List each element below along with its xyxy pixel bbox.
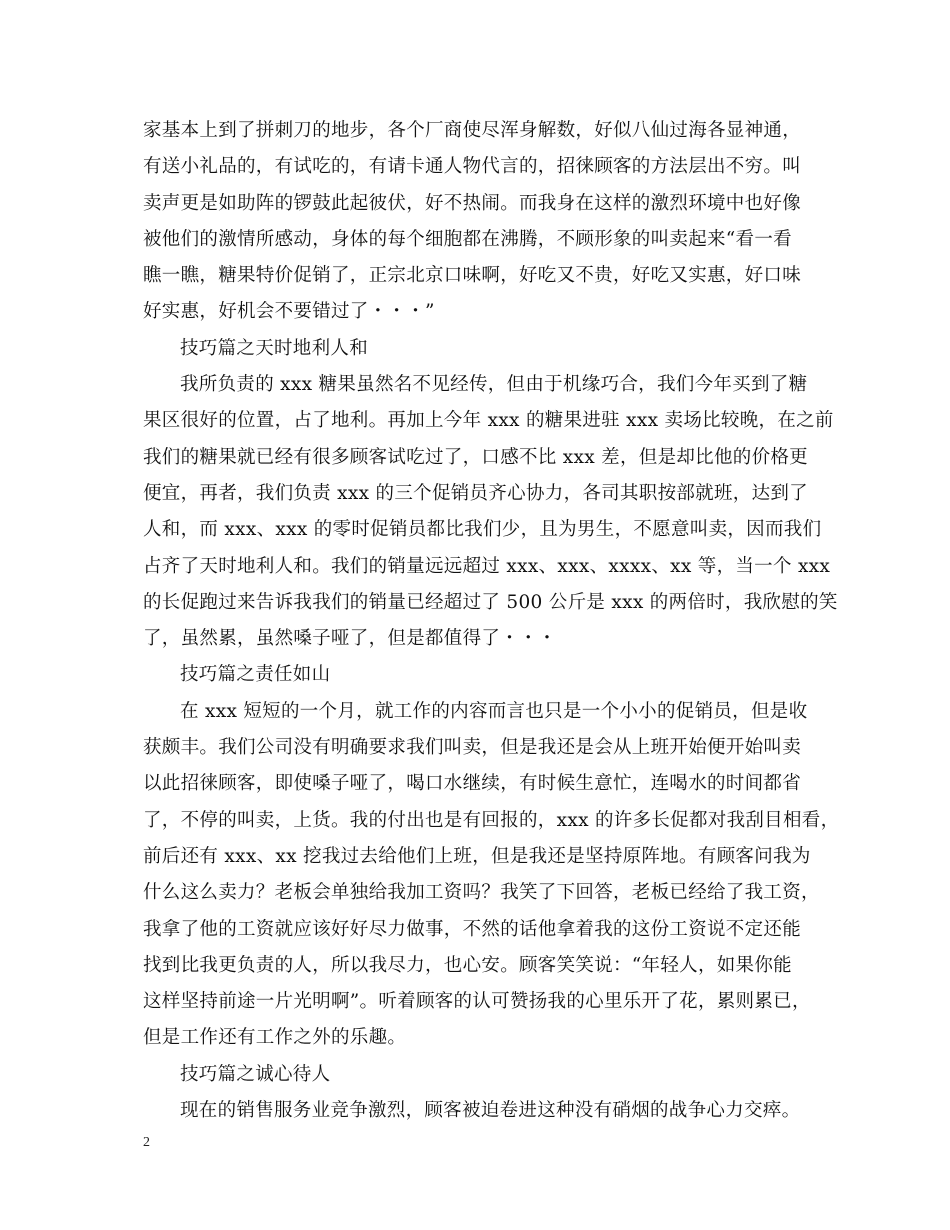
text-line: 家基本上到了拼刺刀的地步，各个厂商使尽浑身解数，好似八仙过海各显神通， [143,120,802,141]
text-line: 获颇丰。我们公司没有明确要求我们叫卖，但是我还是会从上班开始便开始叫卖 [143,737,802,759]
text-line: 人和，而 xxx、xxx 的零时促销员都比我们少，且为男生，不愿意叫卖，因而我们 [143,519,822,541]
text-line: 占齐了天时地利人和。我们的销量远远超过 xxx、xxx、xxxx、xx 等，当一个 xxx [143,555,831,577]
text-line: 果区很好的位置，占了地利。再加上今年 xxx 的糖果进驻 xxx 卖场比较晚，在之前 [143,410,834,432]
text-line: 什么这么卖力？老板会单独给我加工资吗？我笑了下回答，老板已经给了我工资， [143,882,820,904]
text-line: 便宜，再者，我们负责 xxx 的三个促销员齐心协力，各司其职按部就班，达到了 [143,482,808,504]
text-line: 以此招徕顾客，即使嗓子哑了，喝口水继续，有时候生意忙，连喝水的时间都省 [143,773,802,795]
section-heading: 技巧篇之责任如山 [180,664,331,686]
text-line: 但是工作还有工作之外的乐趣。 [143,1027,407,1049]
paragraph-first-line: 现在的销售服务业竞争激烈，顾客被迫卷进这种没有硝烟的战争心力交瘁。 [180,1100,801,1122]
text-line: 这样坚持前途一片光明啊”。听着顾客的认可赞扬我的心里乐开了花，累则累已， [143,991,811,1013]
text-line: 被他们的激情所感动，身体的每个细胞都在沸腾，不顾形象的叫卖起来“看一看 [143,228,792,250]
text-line: 瞧一瞧，糖果特价促销了，正宗北京口味啊，好吃又不贵，好吃又实惠，好口味 [143,265,802,287]
section-heading: 技巧篇之天时地利人和 [180,337,369,359]
paragraph-first-line: 我所负责的 xxx 糖果虽然名不见经传，但由于机缘巧合，我们今年买到了糖 [180,374,808,396]
page-number: 2 [143,1135,150,1150]
text-line: 好实惠，好机会不要错过了・・・” [143,301,435,323]
text-line: 的长促跑过来告诉我我们的销量已经超过了 500 公斤是 xxx 的两倍时，我欣慰的笑 [143,591,838,613]
text-line: 了，不停的叫卖，上货。我的付出也是有回报的，xxx 的许多长促都对我刮目相看， [143,809,840,831]
text-line: 我们的糖果就已经有很多顾客试吃过了，口感不比 xxx 差，但是却比他的价格更 [143,446,808,468]
paragraph-first-line: 在 xxx 短短的一个月，就工作的内容而言也只是一个小小的促销员，但是收 [180,700,808,722]
text-line: 我拿了他的工资就应该好好尽力做事，不然的话他拿着我的这份工资说不定还能 [143,918,802,940]
text-line: 找到比我更负责的人，所以我尽力，也心安。顾客笑笑说：“年轻人，如果你能 [143,954,792,976]
text-line: 卖声更是如助阵的锣鼓此起彼伏，好不热闹。而我身在这样的激烈环境中也好像 [143,192,802,214]
text-line: 有送小礼品的，有试吃的，有请卡通人物代言的，招徕顾客的方法层出不穷。叫 [143,156,802,178]
text-line: 前后还有 xxx、xx 挖我过去给他们上班，但是我还是坚持原阵地。有顾客问我为 [143,845,811,867]
text-line: 了，虽然累，虽然嗓子哑了，但是都值得了・・・ [143,628,557,650]
section-heading: 技巧篇之诚心待人 [180,1063,331,1085]
document-body [143,113,840,1129]
